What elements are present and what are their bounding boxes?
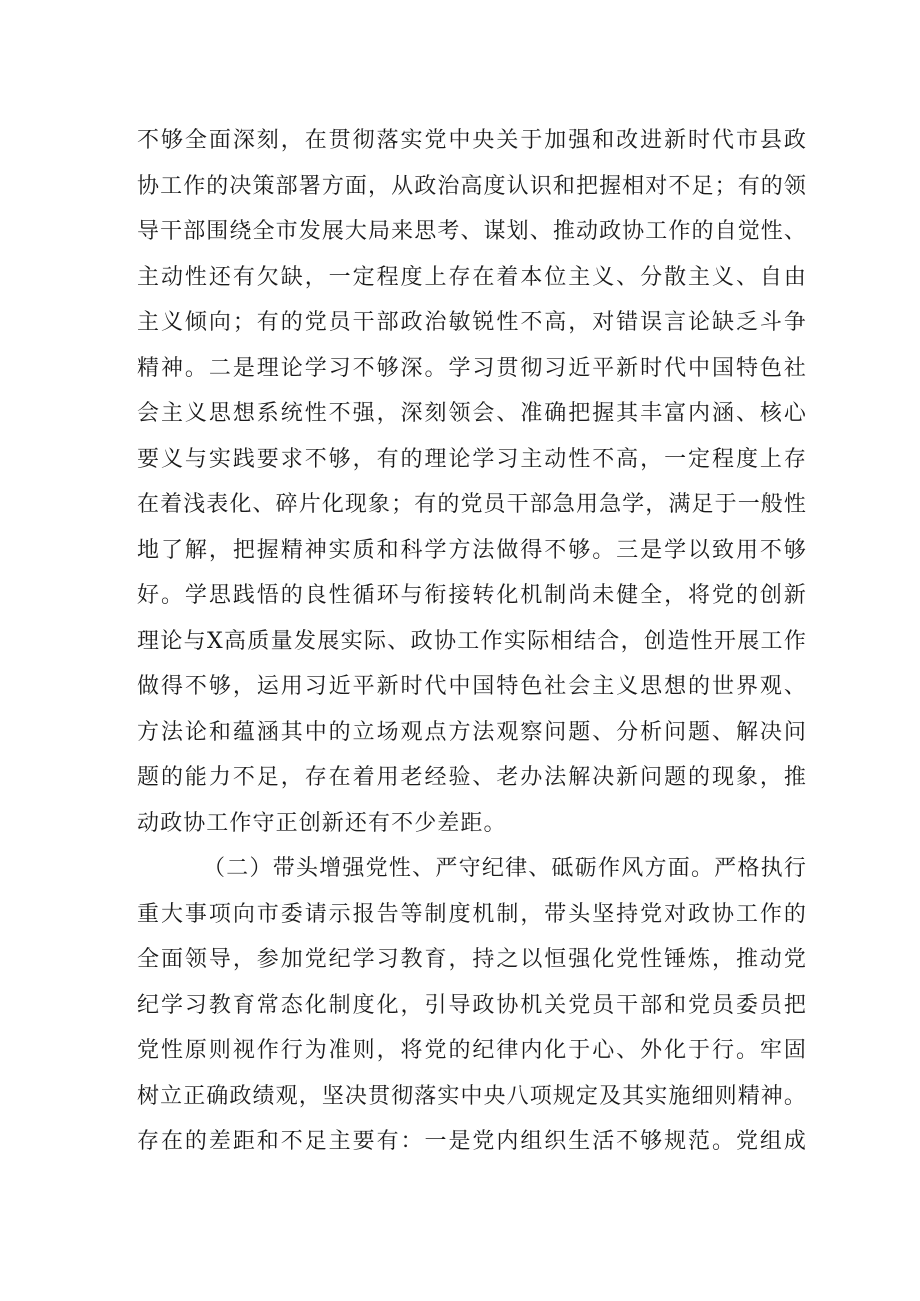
text-line: 做得不够，运用习近平新时代中国特色社会主义思想的世界观、 xyxy=(137,674,807,699)
text-line: 题的能力不足，存在着用老经验、老办法解决新问题的现象，推 xyxy=(137,765,807,790)
text-line: 好。学思践悟的良性循环与衔接转化机制尚未健全，将党的创新 xyxy=(137,583,807,608)
text-line: 动政协工作守正创新还有不少差距。 xyxy=(137,810,507,836)
document-body xyxy=(137,118,807,1165)
text-line: 会主义思想系统性不强，深刻领会、准确把握其丰富内涵、核心 xyxy=(137,401,807,426)
text-line: 精神。二是理论学习不够深。学习贯彻习近平新时代中国特色社 xyxy=(137,355,807,381)
text-line: 不够全面深刻，在贯彻落实党中央关于加强和改进新时代市县政 xyxy=(137,128,807,153)
text-line: 纪学习教育常态化制度化，引导政协机关党员干部和党员委员把 xyxy=(137,992,807,1018)
text-line: 方法论和蕴涵其中的立场观点方法观察问题、分析问题、解决问 xyxy=(137,719,807,745)
text-line: 党性原则视作行为准则，将党的纪律内化于心、外化于行。牢固 xyxy=(137,1038,807,1063)
text-line: 树立正确政绩观，坚决贯彻落实中央八项规定及其实施细则精神。 xyxy=(137,1083,807,1109)
text-line: 主动性还有欠缺，一定程度上存在着本位主义、分散主义、自由 xyxy=(137,264,807,290)
text-line: 全面领导，参加党纪学习教育，持之以恒强化党性锤炼，推动党 xyxy=(137,947,807,972)
text-line: 地了解，把握精神实质和科学方法做得不够。三是学以致用不够 xyxy=(137,537,807,563)
text-line: 要义与实践要求不够，有的理论学习主动性不高，一定程度上存 xyxy=(137,446,807,472)
text-line: 主义倾向；有的党员干部政治敏锐性不高，对错误言论缺乏斗争 xyxy=(137,310,807,335)
text-line: 在着浅表化、碎片化现象；有的党员干部急用急学，满足于一般性 xyxy=(137,492,807,517)
text-line: 重大事项向市委请示报告等制度机制，带头坚持党对政协工作的 xyxy=(137,901,807,927)
text-line: 协工作的决策部署方面，从政治高度认识和把握相对不足；有的领 xyxy=(137,173,807,199)
paragraph-1 xyxy=(137,118,807,846)
section-heading-line: （二）带头增强党性、严守纪律、砥砺作风方面。严格执行 xyxy=(203,856,807,881)
text-line: 导干部围绕全市发展大局来思考、谋划、推动政协工作的自觉性、 xyxy=(137,219,807,244)
paragraph-2 xyxy=(137,846,807,1165)
text-line: 理论与X高质量发展实际、政协工作实际相结合，创造性开展工作 xyxy=(137,628,807,654)
text-line: 存在的差距和不足主要有：一是党内组织生活不够规范。党组成 xyxy=(137,1129,807,1154)
